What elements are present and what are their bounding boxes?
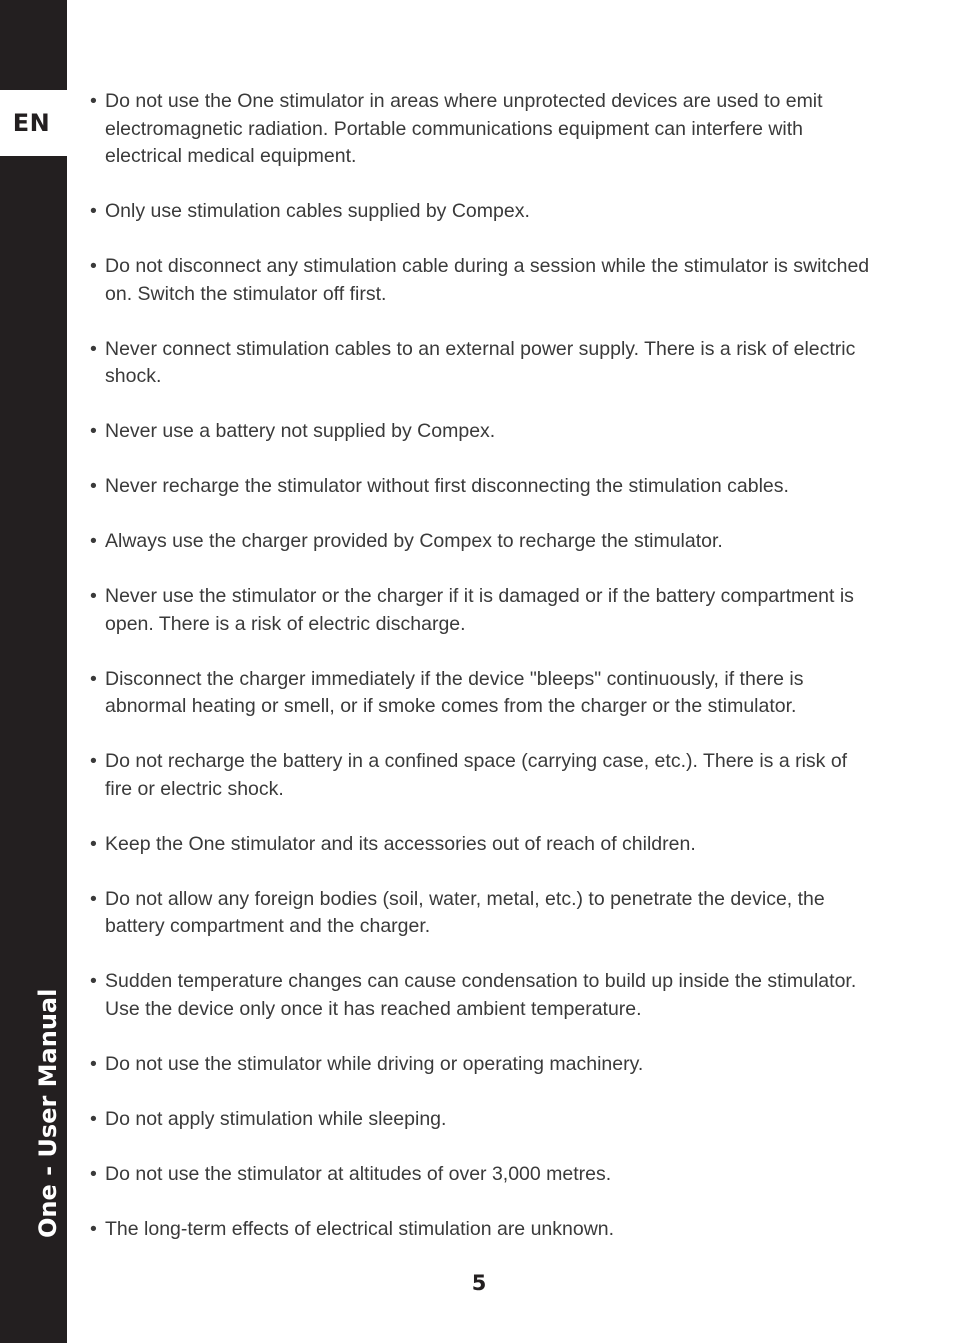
list-item-text: Never recharge the stimulator without first disconnecting the stimulation cables. <box>105 475 789 497</box>
list-item-text: Do not use the stimulator at altitudes of over 3,000 metres. <box>105 1162 612 1185</box>
list-item-text: Never use the stimulator or the charger if it is damaged or if the battery compartment is open. There is a risk of electric discharge. <box>105 585 854 635</box>
page-number: 5 <box>471 1271 487 1295</box>
bullet: • <box>90 667 97 690</box>
manual-title: One - User Manual <box>34 988 62 1238</box>
bullet: • <box>90 337 97 360</box>
list-item <box>90 666 870 721</box>
sidebar <box>0 0 67 1343</box>
list-item <box>90 528 870 556</box>
language-label: EN <box>12 109 51 137</box>
list-item-text: Do not recharge the battery in a confined space (carrying case, etc.). There is a risk of fire or electric shock. <box>105 750 848 800</box>
safety-list <box>90 88 870 1243</box>
list-item <box>90 1216 870 1244</box>
language-tab <box>0 90 67 156</box>
list-item-text: Disconnect the charger immediately if the device "bleeps" continuously, if there is abnormal heating or smell, or if smoke comes from the charger or the stimulator. <box>105 667 804 717</box>
list-item <box>90 886 870 941</box>
list-item <box>90 968 870 1023</box>
list-item-text: Do not use the stimulator while driving or operating machinery. <box>105 1052 644 1075</box>
bullet: • <box>90 585 97 607</box>
bullet: • <box>90 530 97 552</box>
list-item <box>90 1106 870 1134</box>
bullet: • <box>90 255 97 277</box>
bullet: • <box>90 832 97 855</box>
list-item <box>90 418 870 446</box>
list-item-text: Never use a battery not supplied by Compex. <box>105 420 496 442</box>
list-item <box>90 583 870 638</box>
bullet: • <box>90 200 97 222</box>
list-item-text: Do not use the One stimulator in areas where unprotected devices are used to emit electromagnetic radiation. Portable communications equipment can interfere with electrical medical equipment. <box>105 90 823 167</box>
list-item <box>90 88 870 171</box>
list-item-text: Keep the One stimulator and its accessories out of reach of children. <box>105 832 696 855</box>
bullet: • <box>90 475 97 497</box>
list-item-text: Only use stimulation cables supplied by Compex. <box>105 200 530 222</box>
list-item-text: Sudden temperature changes can cause condensation to build up inside the stimulator. Use the device only once it has reached ambient temperature. <box>105 970 857 1020</box>
list-item-text: Always use the charger provided by Compex to recharge the stimulator. <box>105 530 723 552</box>
list-item <box>90 198 870 226</box>
list-item <box>90 1051 870 1079</box>
bullet: • <box>90 750 97 772</box>
list-item-text: Never connect stimulation cables to an external power supply. There is a risk of electric shock. <box>105 337 856 387</box>
bullet: • <box>90 90 97 112</box>
bullet: • <box>90 420 97 442</box>
list-item-text: Do not disconnect any stimulation cable during a session while the stimulator is switched on. Switch the stimulator off first. <box>105 255 870 305</box>
list-item <box>90 253 870 308</box>
list-item <box>90 748 870 803</box>
bullet: • <box>90 970 97 992</box>
bullet: • <box>90 1107 97 1130</box>
list-item <box>90 831 870 859</box>
bullet: • <box>90 887 97 910</box>
list-item-text: Do not allow any foreign bodies (soil, water, metal, etc.) to penetrate the device, the battery compartment and the charger. <box>105 887 825 937</box>
list-item <box>90 473 870 501</box>
list-item-text: The long-term effects of electrical stimulation are unknown. <box>105 1217 615 1240</box>
bullet: • <box>90 1162 97 1185</box>
bullet: • <box>90 1052 97 1075</box>
list-item-text: Do not apply stimulation while sleeping. <box>105 1107 447 1130</box>
list-item <box>90 1161 870 1189</box>
list-item <box>90 336 870 391</box>
bullet: • <box>90 1217 97 1240</box>
